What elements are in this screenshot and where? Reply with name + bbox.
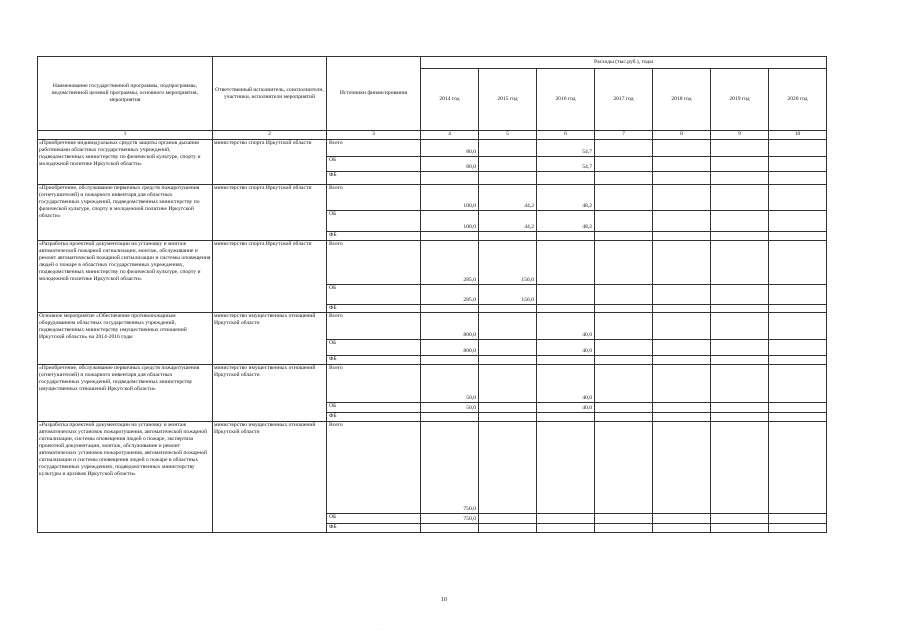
empty-amount-cell [653,157,711,172]
column-number: 6 [537,131,595,140]
amount-cell: 800,0 [421,340,479,356]
funding-source-cell: ФБ [327,172,421,185]
empty-amount-cell [711,305,769,313]
empty-amount-cell [769,313,827,340]
amount-cell [537,232,595,241]
funding-source-cell: ОБ [327,403,421,413]
amount-cell [479,313,537,340]
funding-source-cell: Всего [327,313,421,340]
empty-amount-cell [769,422,827,514]
empty-amount-cell [769,403,827,413]
empty-amount-cell [595,285,653,305]
amount-cell [479,422,537,514]
empty-amount-cell [769,365,827,403]
empty-amount-cell [711,422,769,514]
header-year: 2017 год [595,69,653,131]
empty-amount-cell [653,241,711,285]
amount-cell: 80,0 [421,140,479,157]
funding-source-cell: ОБ [327,157,421,172]
empty-amount-cell [653,403,711,413]
empty-amount-cell [595,185,653,211]
executor-cell: министерство спорта Иркутской области [213,241,327,313]
amount-cell: 50,0 [421,365,479,403]
table-row [38,140,827,157]
activity-name-cell: «Разработка проектной документации на установку и монтаж автоматических установок пожаротушения, автоматической пожарной сигнализации, системы оповещения людей о пожаре, экспертиза проектной документации, монтаж, обслуживание и ремонт автоматических установок пожаротушения, автоматической пожарной сигнализации и системы оповещения людей о пожаре в областных государственных учреждениях, подведомственных министерству культуры и архивов Иркутской области» [38,422,213,533]
amount-cell: 100,0 [421,185,479,211]
empty-amount-cell [595,413,653,422]
empty-amount-cell [711,285,769,305]
empty-amount-cell [711,403,769,413]
empty-amount-cell [595,403,653,413]
amount-cell: 48,2 [537,211,595,232]
empty-amount-cell [769,285,827,305]
empty-amount-cell [711,241,769,285]
empty-amount-cell [653,413,711,422]
empty-amount-cell [595,365,653,403]
empty-amount-cell [595,356,653,365]
amount-cell: 48,2 [537,185,595,211]
amount-cell [421,413,479,422]
empty-amount-cell [769,140,827,157]
amount-cell [537,356,595,365]
funding-source-cell: ФБ [327,232,421,241]
empty-amount-cell [595,313,653,340]
amount-cell: 40,0 [537,403,595,413]
scan-mark: · [378,628,380,633]
executor-cell: министерство спорта Иркутской области [213,185,327,241]
header-year: 2015 год [479,69,537,131]
empty-amount-cell [653,172,711,185]
empty-amount-cell [595,232,653,241]
empty-amount-cell [711,313,769,340]
empty-amount-cell [769,211,827,232]
activity-name-cell: «Приобретение, обслуживание первичных средств пожаротушения (огнетушителей) и пожарного инвентаря для областных государственных учреждений, подведомственных министерству имущественных отношений Иркутской области» [38,365,213,422]
empty-amount-cell [711,185,769,211]
empty-amount-cell [595,514,653,524]
amount-cell [421,305,479,313]
empty-amount-cell [595,211,653,232]
funding-source-cell: Всего [327,140,421,157]
empty-amount-cell [769,232,827,241]
empty-amount-cell [595,524,653,533]
empty-amount-cell [769,241,827,285]
empty-amount-cell [711,232,769,241]
empty-amount-cell [653,340,711,356]
empty-amount-cell [595,157,653,172]
amount-cell: 285,0 [421,285,479,305]
empty-amount-cell [653,422,711,514]
empty-amount-cell [769,524,827,533]
amount-cell [537,413,595,422]
empty-amount-cell [653,285,711,305]
column-number: 7 [595,131,653,140]
empty-amount-cell [769,340,827,356]
amount-cell [479,356,537,365]
table-row [38,185,827,211]
column-number: 10 [769,131,827,140]
amount-cell [479,403,537,413]
amount-cell: 54,7 [537,140,595,157]
amount-cell [479,340,537,356]
amount-cell [421,232,479,241]
amount-cell [537,514,595,524]
header-year: 2014 год [421,69,479,131]
empty-amount-cell [711,514,769,524]
amount-cell [421,172,479,185]
empty-amount-cell [653,365,711,403]
budget-table [37,56,827,533]
header-year: 2019 год [711,69,769,131]
amount-cell [479,140,537,157]
empty-amount-cell [769,305,827,313]
amount-cell: 40,0 [537,365,595,403]
amount-cell: 80,0 [421,157,479,172]
amount-cell: 285,0 [421,241,479,285]
executor-cell: министерство имущественных отношений Иркутской области [213,365,327,422]
empty-amount-cell [711,413,769,422]
empty-amount-cell [595,305,653,313]
table-row [38,313,827,340]
funding-source-cell: Всего [327,365,421,403]
funding-source-cell: ОБ [327,340,421,356]
funding-source-cell: ОБ [327,211,421,232]
funding-source-cell: ФБ [327,524,421,533]
empty-amount-cell [653,232,711,241]
amount-cell: 44,2 [479,185,537,211]
empty-amount-cell [711,172,769,185]
empty-amount-cell [653,356,711,365]
column-number: 2 [213,131,327,140]
header-executor: Ответственный исполнитель, соисполнители, участники, исполнители мероприятий [213,57,327,131]
funding-source-cell: ОБ [327,514,421,524]
header-year: 2016 год [537,69,595,131]
empty-amount-cell [711,356,769,365]
amount-cell [479,172,537,185]
amount-cell: 54,7 [537,157,595,172]
table-row [38,365,827,403]
empty-amount-cell [711,157,769,172]
table-row [38,241,827,285]
empty-amount-cell [595,140,653,157]
activity-name-cell: Основное мероприятие «Обеспечение противопожарным оборудованием областных государственных учреждений, подведомственных министерству имущественных отношений Иркутской области» на 2014-2016 годы [38,313,213,365]
empty-amount-cell [769,514,827,524]
amount-cell [537,172,595,185]
amount-cell [421,356,479,365]
empty-amount-cell [769,157,827,172]
activity-name-cell: «Разработка проектной документации на установку и монтаж автоматической пожарной сигнализации, монтаж, обслуживание и ремонт автоматической пожарной сигнализации и системы оповещения людей о пожаре в областных государственных учреждениях, подведомственных министерству по физической культуре, спорту и молодежной политике Иркутской области» [38,241,213,313]
column-number: 5 [479,131,537,140]
funding-source-cell: ФБ [327,413,421,422]
amount-cell: 750,0 [421,422,479,514]
amount-cell: 40,0 [537,313,595,340]
amount-cell [479,157,537,172]
column-number: 8 [653,131,711,140]
amount-cell: 50,0 [421,403,479,413]
executor-cell: министерство имущественных отношений Иркутской области [213,422,327,533]
amount-cell [479,413,537,422]
empty-amount-cell [653,305,711,313]
activity-name-cell: «Приобретение, обслуживание первичных средств пожаротушения (огнетушителей) и пожарного инвентаря для областных государственных учреждений, подведомственных министерству по физической культуре, спорту и молодежной политике Иркутской области» [38,185,213,241]
executor-cell: министерство спорта Иркутской области [213,140,327,185]
amount-cell [479,305,537,313]
empty-amount-cell [653,514,711,524]
funding-source-cell: Всего [327,241,421,285]
amount-cell [537,241,595,285]
executor-cell: министерство имущественных отношений Иркутской области [213,313,327,365]
empty-amount-cell [711,140,769,157]
amount-cell: 156,0 [479,241,537,285]
column-number: 1 [38,131,213,140]
header-year: 2020 год [769,69,827,131]
amount-cell [479,365,537,403]
amount-cell [421,524,479,533]
amount-cell: 44,2 [479,211,537,232]
amount-cell [479,514,537,524]
funding-source-cell: Всего [327,185,421,211]
empty-amount-cell [595,172,653,185]
amount-cell [537,524,595,533]
header-expenses: Расходы (тыс.руб.), годы [421,57,827,69]
funding-source-cell: ФБ [327,356,421,365]
empty-amount-cell [711,524,769,533]
empty-amount-cell [595,340,653,356]
page-number: 10 [441,597,447,603]
funding-source-cell: Всего [327,422,421,514]
empty-amount-cell [769,413,827,422]
amount-cell [479,232,537,241]
amount-cell [537,285,595,305]
empty-amount-cell [711,365,769,403]
empty-amount-cell [711,340,769,356]
amount-cell [537,422,595,514]
empty-amount-cell [653,140,711,157]
column-number: 9 [711,131,769,140]
amount-cell: 800,0 [421,313,479,340]
empty-amount-cell [653,313,711,340]
header-source: Источники финансирования [327,57,421,131]
empty-amount-cell [653,185,711,211]
empty-amount-cell [595,422,653,514]
amount-cell [537,305,595,313]
header-year: 2018 год [653,69,711,131]
header-name: Наименование государственной программы, подпрограммы, ведомственной целевой программы, основного мероприятия, мероприятия [38,57,213,131]
empty-amount-cell [595,241,653,285]
amount-cell: 156,0 [479,285,537,305]
amount-cell: 750,0 [421,514,479,524]
column-number: 4 [421,131,479,140]
empty-amount-cell [769,356,827,365]
column-number: 3 [327,131,421,140]
empty-amount-cell [711,211,769,232]
activity-name-cell: «Приобретение индивидуальных средств защиты органов дыхания работниками областных государственных учреждений, подведомственных министерству по физической культуре, спорту и молодежной политике Иркутской области» [38,140,213,185]
amount-cell: 100,0 [421,211,479,232]
amount-cell: 40,0 [537,340,595,356]
empty-amount-cell [653,211,711,232]
funding-source-cell: ФБ [327,305,421,313]
empty-amount-cell [769,172,827,185]
funding-source-cell: ОБ [327,285,421,305]
empty-amount-cell [653,524,711,533]
table-row [38,422,827,514]
amount-cell [479,524,537,533]
empty-amount-cell [769,185,827,211]
